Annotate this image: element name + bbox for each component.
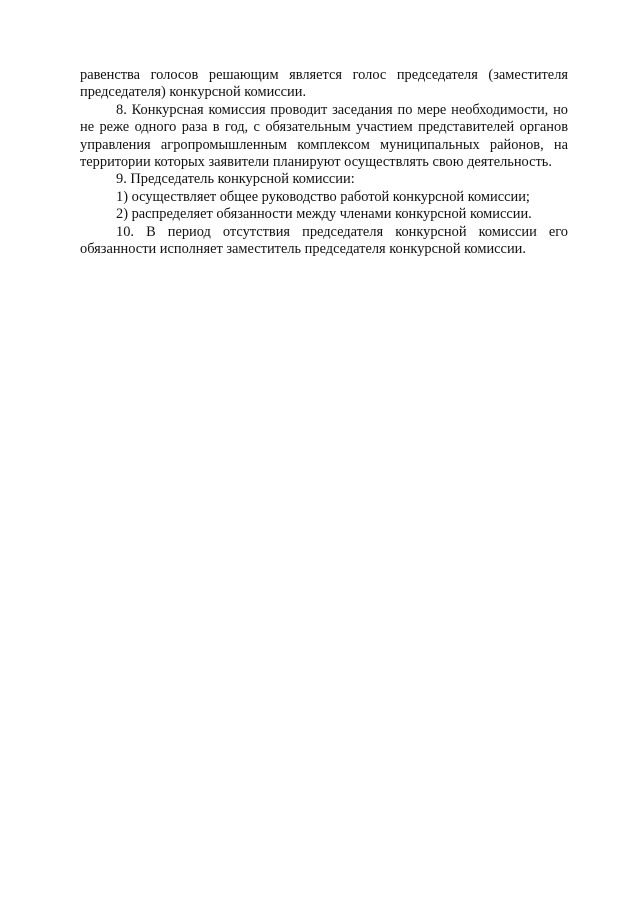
paragraph-9-item-1: 1) осуществляет общее руководство работой конкурсной комиссии; — [116, 188, 530, 205]
document-page — [80, 67, 568, 258]
paragraph-8: 8. Конкурсная комиссия проводит заседания по мере необходимости, но не реже одного раза в год, с обязательным участием представителей органов управления агропромышленным комплексом муниципальных районов, на территории которых заявители планируют осуществлять свою деятельность. — [80, 101, 568, 171]
paragraph-9: 9. Председатель конкурсной комиссии: — [116, 171, 355, 188]
paragraph-continuation: равенства голосов решающим является голос председателя (заместителя председателя) конкурсной комиссии. — [80, 67, 568, 101]
paragraph-10: 10. В период отсутствия председателя конкурсной комиссии его обязанности исполняет заместитель председателя конкурсной комиссии. — [80, 223, 568, 258]
paragraph-9-item-2: 2) распределяет обязанности между членами конкурсной комиссии. — [116, 206, 532, 223]
